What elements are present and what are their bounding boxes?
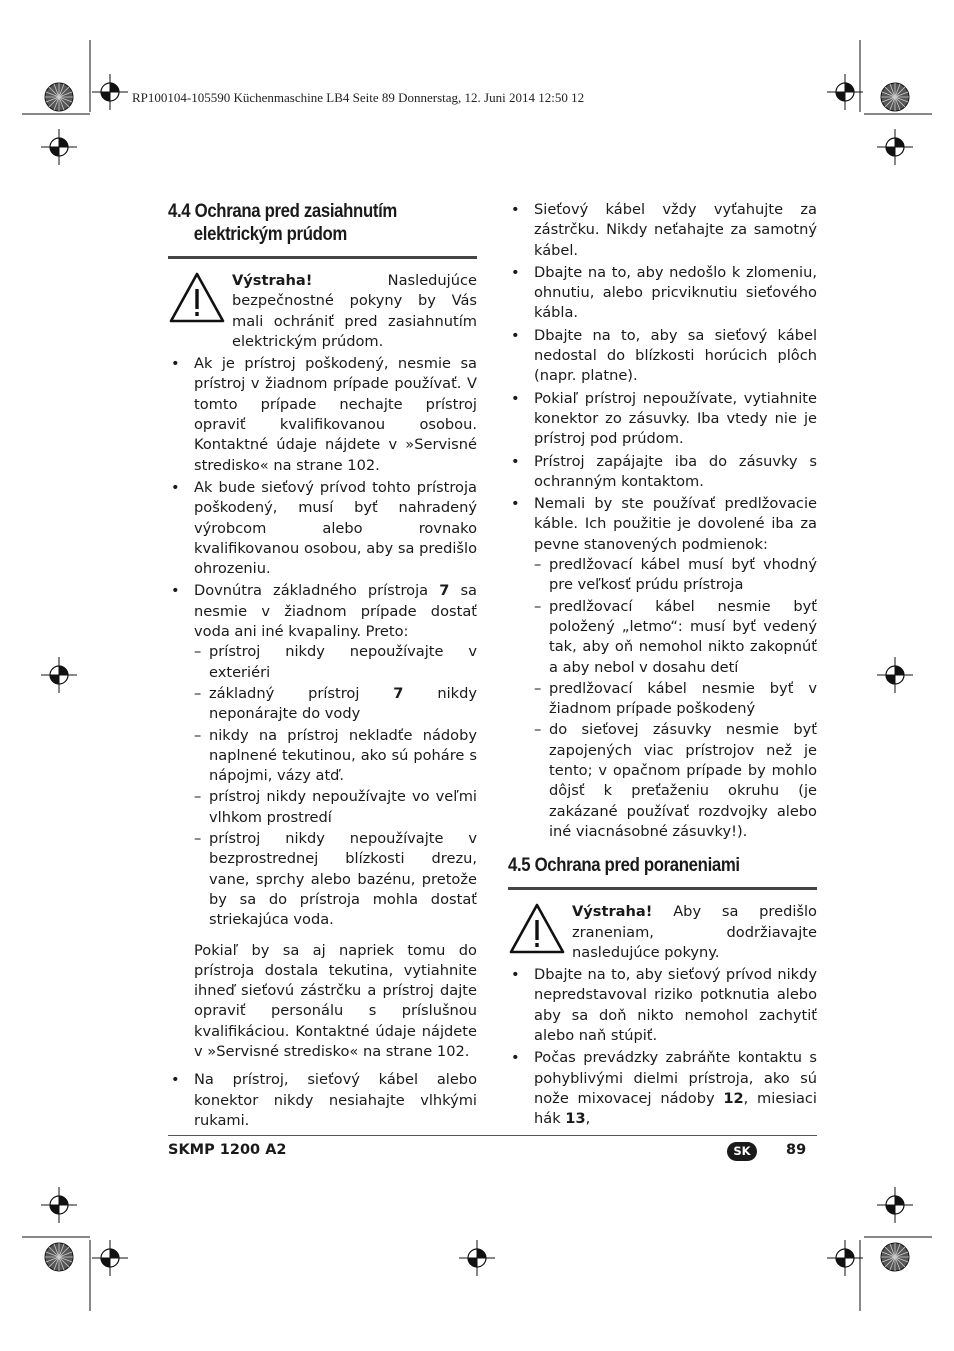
warning-body: Aby sa predišlo zraneniam, dodržiavajte nasledujúce pokyny. [572, 903, 817, 961]
list-item-text: , [585, 1110, 591, 1128]
dash-item: – do sieťovej zásuvky nesmie byť zapojených viac prístrojov než je tento; v opačnom prípade by mohlo dôjsť k preťaženiu okruhu (je zakázané používať rozdvojky alebo iné viacnásobné zásuvky!). [534, 720, 817, 842]
dash-item-text: základný prístroj [209, 684, 394, 702]
section-title: 4.5 Ochrana pred poraneniami [508, 854, 740, 877]
language-badge: SK [727, 1142, 757, 1161]
section-number: 4.4 [168, 200, 191, 222]
list-item-text: , miesiaci hák [534, 1089, 817, 1128]
footer-model: SKMP 1200 A2 [168, 1142, 287, 1158]
print-slug: RP100104-105590 Küchenmaschine LB4 Seite 89 Donnerstag, 12. Juni 2014 12:50 12 [132, 90, 585, 105]
list-item-text: Počas prevádzky zabráňte kontaktu s pohyblivými dielmi prístroja, ako sú nože mixovacej nádoby [534, 1049, 817, 1107]
section-heading-4-5 [508, 854, 774, 877]
list-item: • Dbajte na to, aby sa sieťový kábel nedostal do blízkosti horúcich plôch (napr. platne). [508, 326, 817, 387]
dash-item: – predlžovací kábel nesmie byť v žiadnom prípade poškodený [534, 679, 817, 720]
warning-text [572, 902, 817, 963]
bullet-list [168, 354, 477, 930]
dash-list [534, 555, 817, 842]
warning-block [168, 271, 477, 352]
warning-block [508, 902, 817, 963]
list-item: • Dbajte na to, aby nedošlo k zlomeniu, ohnutiu, alebo pricviknutiu sieťového kábla. [508, 263, 817, 324]
part-number: 13 [565, 1110, 586, 1128]
footer-rule [168, 1135, 817, 1136]
warning-body: Nasledujúce bezpečnostné pokyny by Vás mali ochrániť pred zasiahnutím elektrickým prúdom. [232, 272, 477, 350]
warning-triangle-icon [168, 271, 232, 331]
part-number: 7 [393, 684, 404, 702]
dash-item: – prístroj nikdy nepoužívajte v bezprostrednej blízkosti drezu, vane, sprchy alebo bazénu, pretože by sa do prístroja mohla dostať striekajúca voda. [194, 829, 477, 930]
section-rule [508, 887, 817, 890]
list-item: • Na prístroj, sieťový kábel alebo konektor nikdy nesiahajte vlhkými rukami. [168, 1070, 477, 1131]
part-number: 7 [439, 582, 450, 600]
bullet-list [508, 965, 817, 1129]
dash-list [194, 642, 477, 930]
section-rule [168, 256, 477, 259]
page-number: 89 [786, 1142, 807, 1158]
bullet-list [168, 1070, 477, 1131]
list-item-text: Dovnútra základného prístroja [194, 582, 440, 600]
list-item: • Ak bude sieťový prívod tohto prístroja poškodený, musí byť nahradený výrobcom alebo rovnako kvalifikovanou osobou, aby sa predišlo ohrozeniu. [168, 478, 477, 579]
list-item [508, 494, 817, 842]
paragraph: Pokiaľ by sa aj napriek tomu do prístroja dostala tekutina, vytiahnite ihneď sieťovú zástrčku a prístroj dajte opraviť personálu s príslušnou kvalifikáciou. Kontaktné údaje nájdete v »Servisné stredisko« na strane 102. [194, 941, 477, 1060]
dash-item: – prístroj nikdy nepoužívajte v exteriéri [194, 642, 477, 683]
part-number: 12 [723, 1089, 744, 1107]
list-item: • Dbajte na to, aby sieťový prívod nikdy nepredstavoval riziko potknutia alebo aby sa doň nikto nemohol zachytiť alebo naň stúpiť. [508, 965, 817, 1046]
warning-triangle-icon [508, 902, 572, 962]
section-title-line2: elektrickým prúdom [193, 223, 347, 245]
list-item-text: sa nesmie v žiadnom prípade dostať voda ani iné kvapaliny. Preto: [194, 582, 477, 641]
warning-label: Výstraha! [572, 903, 653, 921]
dash-item: – prístroj nikdy nepoužívajte vo veľmi vlhkom prostredí [194, 787, 477, 828]
dash-item: – predlžovací kábel nesmie byť položený „letmo“: musí byť vedený tak, aby oň nemohol nikto zakopnúť a aby nebol v dosahu detí [534, 597, 817, 678]
warning-label: Výstraha! [232, 272, 313, 289]
list-item: • Sieťový kábel vždy vyťahujte za zástrčku. Nikdy neťahajte za samotný kábel. [508, 200, 817, 261]
list-item-text: Nemali by ste používať predlžovacie káble. Ich použitie je dovolené iba za pevne stanovených podmienok: [534, 495, 817, 553]
dash-item: – nikdy na prístroj nekladťe nádoby naplnené tekutinou, ako sú poháre s nápojmi, vázy atď. [194, 726, 477, 787]
dash-item-text: nikdy neponárajte do vody [209, 684, 477, 723]
dash-item: – predlžovací kábel musí byť vhodný pre veľkosť prúdu prístroja [534, 555, 817, 596]
list-item: • Ak je prístroj poškodený, nesmie sa prístroj v žiadnom prípade používať. V tomto prípade nechajte prístroj opraviť kvalifikovanou osobou. Kontaktné údaje nájdete v »Servisné stredisko« na strane 102. [168, 354, 477, 476]
list-item: • Prístroj zapájajte iba do zásuvky s ochranným kontaktom. [508, 452, 817, 493]
section-heading-4-4 [168, 200, 434, 246]
bullet-list [508, 200, 817, 842]
section-title-line1: Ochrana pred zasiahnutím [194, 200, 397, 222]
right-column [508, 200, 817, 1131]
list-item [508, 1048, 817, 1129]
warning-text [232, 271, 477, 352]
dash-item [194, 684, 477, 725]
list-item [168, 581, 477, 930]
list-item: • Pokiaľ prístroj nepoužívate, vytiahnite konektor zo zásuvky. Iba vtedy nie je prístroj pod prúdom. [508, 389, 817, 450]
left-column [168, 200, 477, 1133]
